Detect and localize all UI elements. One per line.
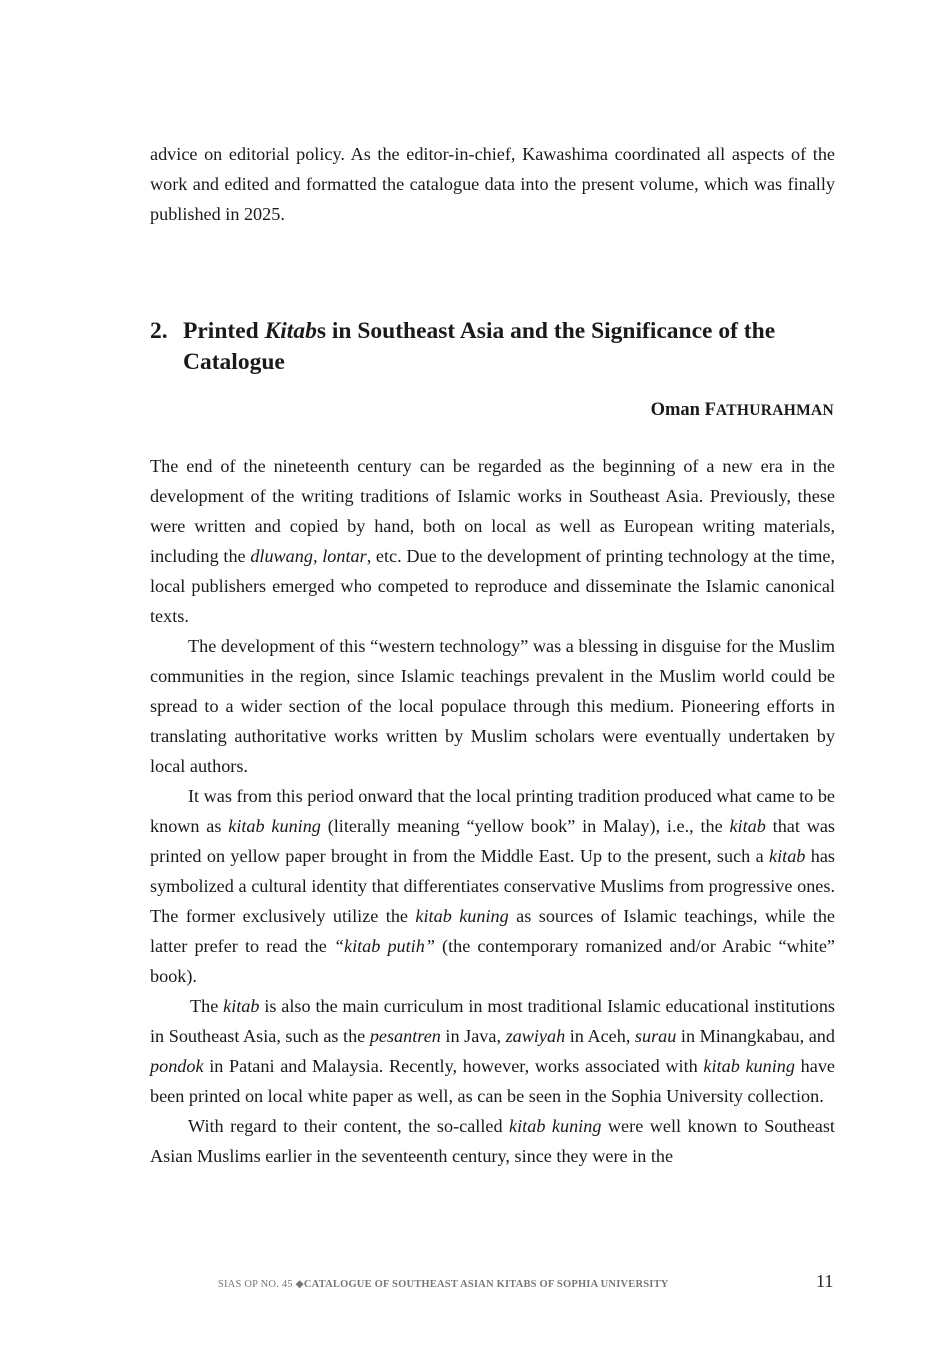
section-title-italic: Kitab bbox=[264, 318, 317, 344]
text-run: have been printed on local white paper as well, as can be seen in the Sophia University collection. bbox=[150, 1056, 835, 1106]
italic-run: kitab bbox=[729, 816, 766, 836]
paragraph-3 bbox=[150, 781, 835, 991]
section-number: 2. bbox=[150, 318, 168, 344]
paragraph-1 bbox=[150, 451, 835, 631]
text-run: (the contemporary romanized and/or Arabic “white” book). bbox=[150, 936, 836, 986]
intro-paragraph: advice on editorial policy. As the editor-in-chief, Kawashima coordinated all aspects of the work and edited and formatted the catalogue data into the present volume, which was finally published in 2025. bbox=[150, 144, 835, 224]
italic-run: “kitab putih” bbox=[333, 936, 435, 956]
text-run: The bbox=[190, 996, 224, 1016]
paragraph-4 bbox=[150, 991, 835, 1111]
section-title-post: s in Southeast Asia and the Significance of the Catalogue bbox=[183, 318, 776, 375]
italic-run: kitab kuning bbox=[703, 1056, 795, 1076]
running-footer bbox=[218, 1278, 669, 1290]
paragraph-5 bbox=[150, 1111, 835, 1171]
italic-run: kitab bbox=[769, 846, 806, 866]
text-run: in Patani and Malaysia. Recently, however, works associated with bbox=[203, 1056, 704, 1076]
text-run: It was from this period onward that the local printing tradition produced what came to be known as bbox=[150, 786, 835, 836]
page-footer bbox=[0, 1271, 946, 1301]
paragraph-2: The development of this “western technology” was a blessing in disguise for the Muslim communities in the region, since Islamic teachings prevalent in the Muslim world could be spread to a wider section of the local populace through this medium. Pioneering efforts in translating authoritative works written by Muslim scholars were eventually undertaken by local authors. bbox=[150, 636, 835, 776]
section-title-pre: Printed bbox=[183, 318, 265, 344]
diamond-icon: ◆ bbox=[295, 1279, 304, 1290]
text-run: is also the main curriculum in most traditional Islamic educational institutions in Southeast Asia, such as the bbox=[150, 996, 836, 1046]
text-run: (literally meaning “yellow book” in Malay), i.e., the bbox=[320, 816, 730, 836]
author-last-initial: F bbox=[704, 400, 716, 420]
text-run: With regard to their content, the so-called bbox=[188, 1116, 510, 1136]
text-run: as sources of Islamic teachings, while the latter prefer to read the bbox=[150, 906, 835, 956]
italic-run: dluwang, lontar bbox=[250, 546, 367, 566]
italic-run: pesantren bbox=[369, 1026, 441, 1046]
page-number: 11 bbox=[816, 1271, 834, 1291]
author-last-rest: ATHURAHMAN bbox=[715, 402, 834, 419]
italic-run: pondok bbox=[150, 1056, 204, 1076]
text-run: The end of the nineteenth century can be regarded as the beginning of a new era in the development of the writing traditions of Islamic works in Southeast Asia. Previously, these were written and copied by hand, both on local as well as European writing materials, including the bbox=[150, 456, 835, 566]
italic-run: zawiyah bbox=[505, 1026, 566, 1046]
text-run: in Java, bbox=[440, 1026, 506, 1046]
footer-title: CATALOGUE OF SOUTHEAST ASIAN KITABS OF SOPHIA UNIVERSITY bbox=[303, 1279, 669, 1290]
section-title bbox=[183, 316, 840, 378]
body-text bbox=[150, 451, 835, 1171]
text-run: in Aceh, bbox=[565, 1026, 635, 1046]
author-first-name: Oman bbox=[650, 400, 705, 420]
italic-run: kitab bbox=[223, 996, 260, 1016]
section-heading bbox=[150, 316, 840, 378]
italic-run: surau bbox=[634, 1026, 677, 1046]
text-run: were well known to Southeast Asian Muslims earlier in the seventeenth century, since they were in the bbox=[150, 1116, 835, 1166]
italic-run: kitab kuning bbox=[509, 1116, 602, 1136]
footer-series: SIAS OP NO. 45 bbox=[218, 1279, 296, 1290]
italic-run: kitab kuning bbox=[415, 906, 509, 926]
text-run: , etc. Due to the development of printing technology at the time, local publishers emerged who competed to reproduce and disseminate the Islamic canonical texts. bbox=[150, 546, 836, 626]
text-run: that was printed on yellow paper brought in from the Middle East. Up to the present, such a bbox=[150, 816, 835, 866]
italic-run: kitab kuning bbox=[228, 816, 321, 836]
text-run: in Minangkabau, and bbox=[676, 1026, 835, 1046]
author-name bbox=[651, 400, 834, 421]
intro-block bbox=[150, 139, 835, 229]
text-run: has symbolized a cultural identity that differentiates conservative Muslims from progressive ones. The former exclusively utilize the bbox=[150, 846, 835, 926]
